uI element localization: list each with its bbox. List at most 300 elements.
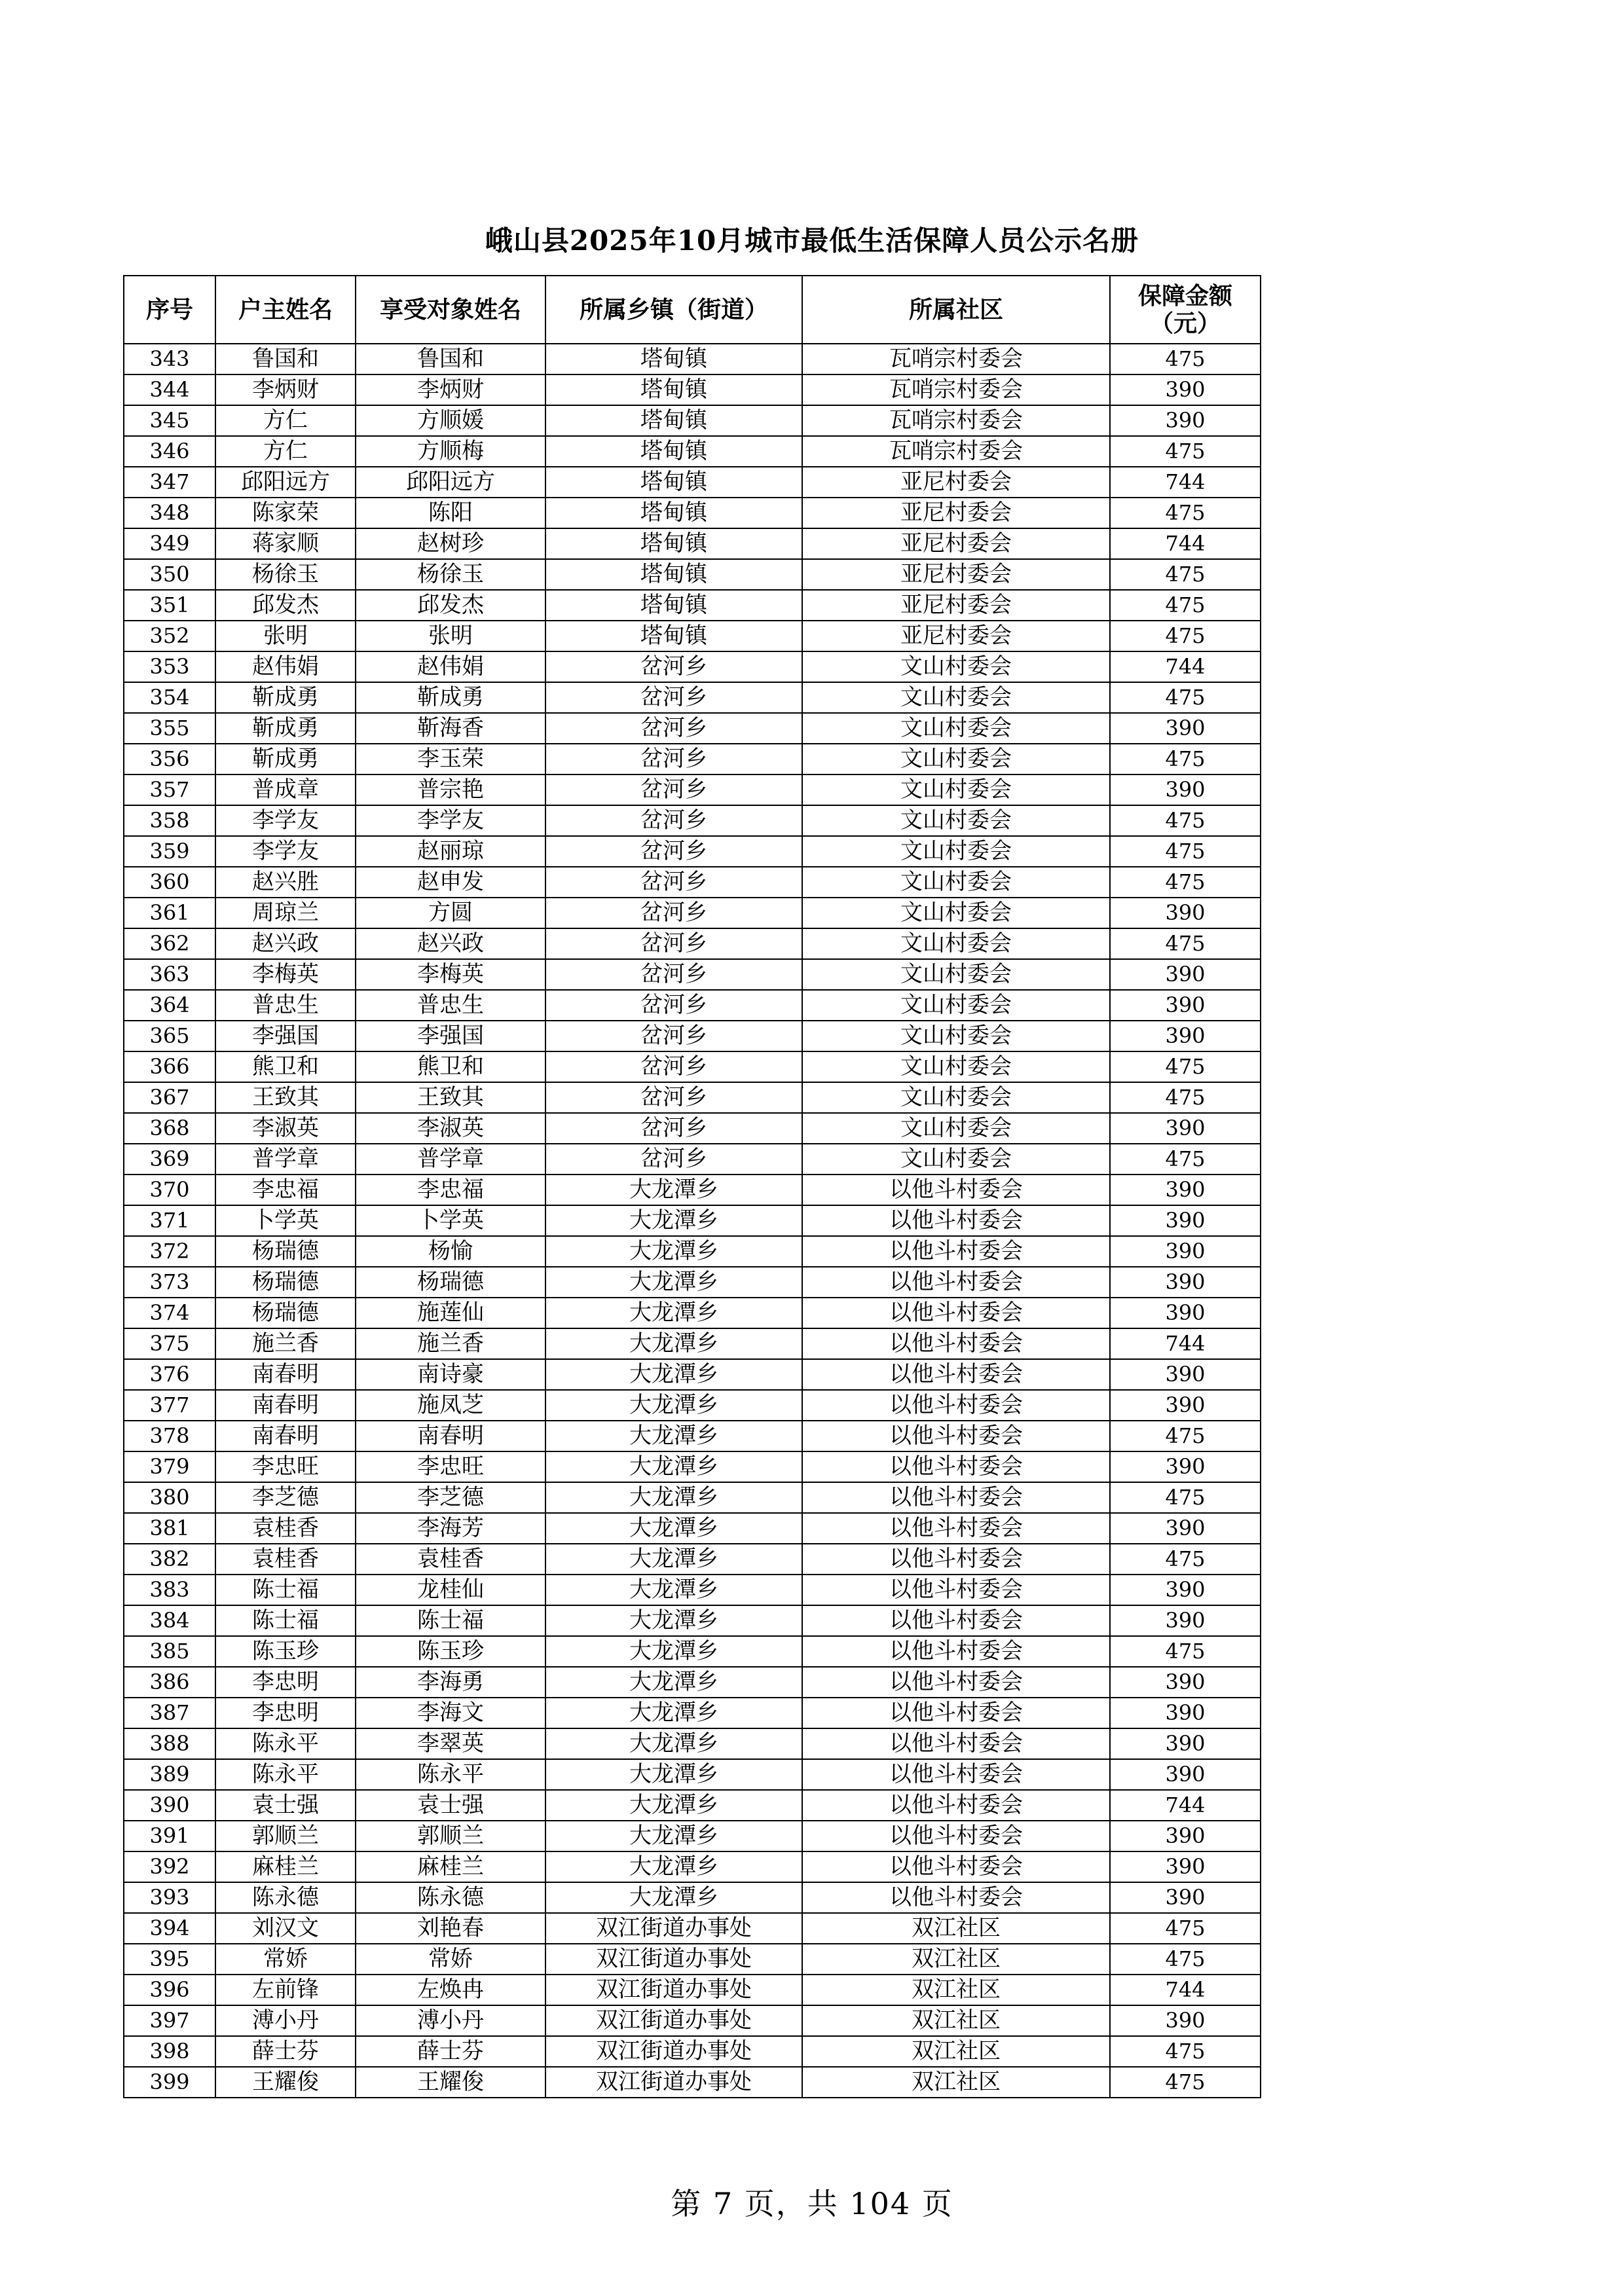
cell-beneficiary: 陈永平 <box>356 1759 545 1790</box>
cell-township: 塔甸镇 <box>545 405 802 436</box>
table-row <box>124 1021 1261 1051</box>
cell-amount: 390 <box>1110 405 1261 436</box>
cell-amount: 390 <box>1110 1821 1261 1851</box>
cell-index: 345 <box>124 405 215 436</box>
cell-community: 以他斗村委会 <box>802 1759 1110 1790</box>
cell-index: 363 <box>124 959 215 990</box>
cell-community: 以他斗村委会 <box>802 1636 1110 1667</box>
cell-amount: 475 <box>1110 1544 1261 1575</box>
cell-amount: 744 <box>1110 528 1261 559</box>
cell-householder: 李强国 <box>215 1021 356 1051</box>
cell-beneficiary: 邱阳远方 <box>356 467 545 498</box>
cell-householder: 李学友 <box>215 836 356 867</box>
cell-householder: 王耀俊 <box>215 2067 356 2098</box>
cell-beneficiary: 普忠生 <box>356 990 545 1021</box>
cell-community: 亚尼村委会 <box>802 621 1110 651</box>
cell-index: 396 <box>124 1975 215 2005</box>
cell-householder: 左前锋 <box>215 1975 356 2005</box>
cell-householder: 方仁 <box>215 405 356 436</box>
cell-index: 395 <box>124 1944 215 1975</box>
cell-householder: 赵兴政 <box>215 928 356 959</box>
cell-index: 382 <box>124 1544 215 1575</box>
cell-index: 354 <box>124 682 215 713</box>
cell-township: 塔甸镇 <box>545 559 802 590</box>
cell-amount: 390 <box>1110 774 1261 805</box>
cell-community: 文山村委会 <box>802 928 1110 959</box>
table-row <box>124 651 1261 682</box>
cell-community: 双江社区 <box>802 1913 1110 1944</box>
table-row <box>124 1575 1261 1605</box>
cell-index: 356 <box>124 744 215 774</box>
cell-township: 双江街道办事处 <box>545 1913 802 1944</box>
cell-amount: 475 <box>1110 682 1261 713</box>
cell-beneficiary: 袁桂香 <box>356 1544 545 1575</box>
cell-amount: 390 <box>1110 1113 1261 1144</box>
cell-township: 大龙潭乡 <box>545 1575 802 1605</box>
table-row <box>124 1882 1261 1913</box>
cell-community: 文山村委会 <box>802 1021 1110 1051</box>
cell-community: 文山村委会 <box>802 682 1110 713</box>
cell-index: 380 <box>124 1482 215 1513</box>
cell-amount: 475 <box>1110 1482 1261 1513</box>
cell-amount: 390 <box>1110 1298 1261 1328</box>
cell-amount: 390 <box>1110 1236 1261 1267</box>
cell-township: 岔河乡 <box>545 774 802 805</box>
cell-beneficiary: 左焕冉 <box>356 1975 545 2005</box>
cell-township: 大龙潭乡 <box>545 1790 802 1821</box>
cell-beneficiary: 李海勇 <box>356 1667 545 1698</box>
table-row <box>124 2005 1261 2036</box>
cell-township: 大龙潭乡 <box>545 1851 802 1882</box>
cell-index: 357 <box>124 774 215 805</box>
cell-householder: 刘汉文 <box>215 1913 356 1944</box>
cell-community: 文山村委会 <box>802 1051 1110 1082</box>
table-row <box>124 1421 1261 1451</box>
cell-householder: 陈家荣 <box>215 498 356 528</box>
cell-township: 塔甸镇 <box>545 344 802 374</box>
cell-beneficiary: 杨瑞德 <box>356 1267 545 1298</box>
cell-township: 岔河乡 <box>545 928 802 959</box>
cell-householder: 南春明 <box>215 1421 356 1451</box>
table-row <box>124 1328 1261 1359</box>
cell-community: 以他斗村委会 <box>802 1298 1110 1328</box>
cell-householder: 郭顺兰 <box>215 1821 356 1851</box>
cell-amount: 475 <box>1110 928 1261 959</box>
cell-householder: 卜学英 <box>215 1205 356 1236</box>
cell-community: 以他斗村委会 <box>802 1728 1110 1759</box>
table-row <box>124 374 1261 405</box>
cell-index: 398 <box>124 2036 215 2067</box>
table-row <box>124 805 1261 836</box>
cell-householder: 靳成勇 <box>215 744 356 774</box>
cell-township: 岔河乡 <box>545 744 802 774</box>
cell-community: 双江社区 <box>802 2067 1110 2098</box>
table-row <box>124 1205 1261 1236</box>
cell-index: 366 <box>124 1051 215 1082</box>
cell-community: 以他斗村委会 <box>802 1821 1110 1851</box>
table-row <box>124 1144 1261 1175</box>
cell-index: 399 <box>124 2067 215 2098</box>
table-row <box>124 682 1261 713</box>
cell-beneficiary: 龙桂仙 <box>356 1575 545 1605</box>
cell-beneficiary: 李忠旺 <box>356 1451 545 1482</box>
cell-township: 岔河乡 <box>545 1113 802 1144</box>
cell-beneficiary: 赵丽琼 <box>356 836 545 867</box>
cell-index: 343 <box>124 344 215 374</box>
cell-beneficiary: 李忠福 <box>356 1175 545 1205</box>
cell-householder: 赵兴胜 <box>215 867 356 898</box>
cell-amount: 475 <box>1110 1913 1261 1944</box>
cell-community: 文山村委会 <box>802 805 1110 836</box>
cell-householder: 李炳财 <box>215 374 356 405</box>
cell-householder: 周琼兰 <box>215 898 356 928</box>
cell-amount: 390 <box>1110 1605 1261 1636</box>
cell-community: 亚尼村委会 <box>802 528 1110 559</box>
cell-amount: 390 <box>1110 1667 1261 1698</box>
cell-index: 388 <box>124 1728 215 1759</box>
cell-beneficiary: 方圆 <box>356 898 545 928</box>
cell-householder: 方仁 <box>215 436 356 467</box>
cell-householder: 李忠福 <box>215 1175 356 1205</box>
cell-index: 378 <box>124 1421 215 1451</box>
cell-beneficiary: 杨愉 <box>356 1236 545 1267</box>
cell-beneficiary: 赵伟娟 <box>356 651 545 682</box>
table-row <box>124 590 1261 621</box>
cell-township: 岔河乡 <box>545 867 802 898</box>
cell-beneficiary: 南诗豪 <box>356 1359 545 1390</box>
cell-community: 文山村委会 <box>802 1082 1110 1113</box>
cell-index: 359 <box>124 836 215 867</box>
table-row <box>124 1051 1261 1082</box>
cell-beneficiary: 南春明 <box>356 1421 545 1451</box>
cell-index: 348 <box>124 498 215 528</box>
cell-community: 双江社区 <box>802 2036 1110 2067</box>
cell-index: 397 <box>124 2005 215 2036</box>
cell-index: 369 <box>124 1144 215 1175</box>
cell-beneficiary: 赵申发 <box>356 867 545 898</box>
cell-index: 350 <box>124 559 215 590</box>
cell-amount: 390 <box>1110 1267 1261 1298</box>
cell-index: 389 <box>124 1759 215 1790</box>
cell-householder: 邱阳远方 <box>215 467 356 498</box>
table-row <box>124 1544 1261 1575</box>
header-beneficiary: 享受对象姓名 <box>356 276 545 344</box>
cell-index: 365 <box>124 1021 215 1051</box>
header-township: 所属乡镇（街道） <box>545 276 802 344</box>
cell-community: 双江社区 <box>802 1944 1110 1975</box>
page-footer: 第 7 页，共 104 页 <box>671 2186 953 2221</box>
cell-index: 367 <box>124 1082 215 1113</box>
cell-beneficiary: 靳海香 <box>356 713 545 744</box>
cell-amount: 475 <box>1110 2067 1261 2098</box>
cell-householder: 李淑英 <box>215 1113 356 1144</box>
cell-beneficiary: 杨徐玉 <box>356 559 545 590</box>
cell-community: 瓦哨宗村委会 <box>802 405 1110 436</box>
cell-township: 塔甸镇 <box>545 498 802 528</box>
cell-index: 361 <box>124 898 215 928</box>
cell-community: 瓦哨宗村委会 <box>802 436 1110 467</box>
cell-householder: 袁桂香 <box>215 1513 356 1544</box>
cell-householder: 李学友 <box>215 805 356 836</box>
cell-householder: 李芝德 <box>215 1482 356 1513</box>
cell-amount: 475 <box>1110 590 1261 621</box>
cell-township: 大龙潭乡 <box>545 1451 802 1482</box>
cell-amount: 475 <box>1110 867 1261 898</box>
cell-beneficiary: 施凤芝 <box>356 1390 545 1421</box>
table-row <box>124 836 1261 867</box>
cell-index: 360 <box>124 867 215 898</box>
cell-beneficiary: 薛士芬 <box>356 2036 545 2067</box>
table-row <box>124 774 1261 805</box>
cell-beneficiary: 李海文 <box>356 1698 545 1728</box>
table-row <box>124 2036 1261 2067</box>
cell-index: 393 <box>124 1882 215 1913</box>
cell-householder: 杨瑞德 <box>215 1236 356 1267</box>
cell-beneficiary: 袁士强 <box>356 1790 545 1821</box>
cell-beneficiary: 郭顺兰 <box>356 1821 545 1851</box>
cell-township: 大龙潭乡 <box>545 1175 802 1205</box>
header-community: 所属社区 <box>802 276 1110 344</box>
cell-township: 岔河乡 <box>545 1144 802 1175</box>
cell-beneficiary: 卜学英 <box>356 1205 545 1236</box>
cell-index: 352 <box>124 621 215 651</box>
cell-index: 358 <box>124 805 215 836</box>
cell-householder: 赵伟娟 <box>215 651 356 682</box>
cell-township: 大龙潭乡 <box>545 1513 802 1544</box>
cell-amount: 744 <box>1110 1328 1261 1359</box>
cell-beneficiary: 常娇 <box>356 1944 545 1975</box>
table-row <box>124 436 1261 467</box>
cell-township: 大龙潭乡 <box>545 1298 802 1328</box>
cell-amount: 390 <box>1110 1575 1261 1605</box>
cell-amount: 475 <box>1110 1051 1261 1082</box>
table-row <box>124 1636 1261 1667</box>
cell-beneficiary: 熊卫和 <box>356 1051 545 1082</box>
cell-amount: 475 <box>1110 559 1261 590</box>
cell-township: 岔河乡 <box>545 836 802 867</box>
cell-township: 大龙潭乡 <box>545 1882 802 1913</box>
cell-beneficiary: 李芝德 <box>356 1482 545 1513</box>
cell-community: 文山村委会 <box>802 713 1110 744</box>
header-amount: 保障金额（元） <box>1110 276 1261 344</box>
cell-householder: 普学章 <box>215 1144 356 1175</box>
cell-township: 大龙潭乡 <box>545 1667 802 1698</box>
cell-householder: 李忠明 <box>215 1667 356 1698</box>
cell-index: 384 <box>124 1605 215 1636</box>
cell-amount: 390 <box>1110 959 1261 990</box>
cell-community: 以他斗村委会 <box>802 1851 1110 1882</box>
cell-township: 塔甸镇 <box>545 436 802 467</box>
cell-householder: 陈永德 <box>215 1882 356 1913</box>
table-row <box>124 498 1261 528</box>
cell-householder: 张明 <box>215 621 356 651</box>
cell-householder: 陈士福 <box>215 1575 356 1605</box>
cell-beneficiary: 李玉荣 <box>356 744 545 774</box>
table-row <box>124 1451 1261 1482</box>
table-row <box>124 2067 1261 2098</box>
cell-township: 大龙潭乡 <box>545 1728 802 1759</box>
cell-householder: 普忠生 <box>215 990 356 1021</box>
cell-index: 370 <box>124 1175 215 1205</box>
cell-householder: 陈永平 <box>215 1728 356 1759</box>
cell-householder: 麻桂兰 <box>215 1851 356 1882</box>
cell-township: 大龙潭乡 <box>545 1236 802 1267</box>
cell-amount: 390 <box>1110 1698 1261 1728</box>
cell-township: 大龙潭乡 <box>545 1821 802 1851</box>
table-row <box>124 1513 1261 1544</box>
cell-householder: 杨瑞德 <box>215 1298 356 1328</box>
cell-index: 364 <box>124 990 215 1021</box>
cell-amount: 390 <box>1110 713 1261 744</box>
cell-township: 岔河乡 <box>545 898 802 928</box>
cell-householder: 杨瑞德 <box>215 1267 356 1298</box>
cell-community: 文山村委会 <box>802 774 1110 805</box>
table-row <box>124 1082 1261 1113</box>
cell-amount: 390 <box>1110 1851 1261 1882</box>
cell-index: 390 <box>124 1790 215 1821</box>
cell-amount: 390 <box>1110 2005 1261 2036</box>
cell-township: 双江街道办事处 <box>545 2005 802 2036</box>
cell-amount: 744 <box>1110 467 1261 498</box>
table-row <box>124 1267 1261 1298</box>
cell-amount: 475 <box>1110 744 1261 774</box>
cell-amount: 390 <box>1110 1728 1261 1759</box>
cell-index: 374 <box>124 1298 215 1328</box>
cell-amount: 475 <box>1110 1144 1261 1175</box>
cell-amount: 475 <box>1110 1636 1261 1667</box>
cell-amount: 475 <box>1110 498 1261 528</box>
cell-householder: 李忠明 <box>215 1698 356 1728</box>
cell-householder: 常娇 <box>215 1944 356 1975</box>
cell-beneficiary: 陈士福 <box>356 1605 545 1636</box>
cell-community: 以他斗村委会 <box>802 1513 1110 1544</box>
table-row <box>124 713 1261 744</box>
cell-amount: 390 <box>1110 990 1261 1021</box>
cell-index: 379 <box>124 1451 215 1482</box>
table-row <box>124 1175 1261 1205</box>
cell-index: 368 <box>124 1113 215 1144</box>
cell-householder: 南春明 <box>215 1359 356 1390</box>
cell-amount: 475 <box>1110 1421 1261 1451</box>
cell-community: 以他斗村委会 <box>802 1359 1110 1390</box>
table-row <box>124 1759 1261 1790</box>
cell-beneficiary: 普宗艳 <box>356 774 545 805</box>
cell-index: 385 <box>124 1636 215 1667</box>
cell-community: 以他斗村委会 <box>802 1544 1110 1575</box>
cell-householder: 袁桂香 <box>215 1544 356 1575</box>
cell-beneficiary: 施莲仙 <box>356 1298 545 1328</box>
cell-township: 双江街道办事处 <box>545 2036 802 2067</box>
cell-township: 大龙潭乡 <box>545 1759 802 1790</box>
cell-householder: 王致其 <box>215 1082 356 1113</box>
cell-householder: 施兰香 <box>215 1328 356 1359</box>
table-row <box>124 1482 1261 1513</box>
cell-beneficiary: 李强国 <box>356 1021 545 1051</box>
table-header-row <box>124 276 1261 344</box>
cell-community: 文山村委会 <box>802 959 1110 990</box>
cell-township: 大龙潭乡 <box>545 1605 802 1636</box>
cell-householder: 薛士芬 <box>215 2036 356 2067</box>
cell-community: 文山村委会 <box>802 1113 1110 1144</box>
cell-community: 以他斗村委会 <box>802 1482 1110 1513</box>
cell-township: 岔河乡 <box>545 651 802 682</box>
cell-township: 大龙潭乡 <box>545 1328 802 1359</box>
cell-beneficiary: 方顺梅 <box>356 436 545 467</box>
table-row <box>124 1698 1261 1728</box>
cell-householder: 鲁国和 <box>215 344 356 374</box>
cell-index: 394 <box>124 1913 215 1944</box>
cell-community: 瓦哨宗村委会 <box>802 344 1110 374</box>
cell-community: 文山村委会 <box>802 836 1110 867</box>
cell-amount: 475 <box>1110 1944 1261 1975</box>
cell-householder: 溥小丹 <box>215 2005 356 2036</box>
table-row <box>124 559 1261 590</box>
cell-amount: 390 <box>1110 1205 1261 1236</box>
cell-township: 岔河乡 <box>545 1051 802 1082</box>
cell-beneficiary: 麻桂兰 <box>356 1851 545 1882</box>
cell-township: 岔河乡 <box>545 805 802 836</box>
cell-beneficiary: 陈阳 <box>356 498 545 528</box>
table-row <box>124 990 1261 1021</box>
cell-township: 大龙潭乡 <box>545 1698 802 1728</box>
table-row <box>124 959 1261 990</box>
cell-index: 351 <box>124 590 215 621</box>
cell-householder: 普成章 <box>215 774 356 805</box>
cell-community: 以他斗村委会 <box>802 1236 1110 1267</box>
cell-community: 文山村委会 <box>802 990 1110 1021</box>
cell-amount: 475 <box>1110 621 1261 651</box>
cell-community: 亚尼村委会 <box>802 467 1110 498</box>
cell-index: 387 <box>124 1698 215 1728</box>
cell-householder: 陈士福 <box>215 1605 356 1636</box>
cell-community: 亚尼村委会 <box>802 590 1110 621</box>
cell-beneficiary: 李翠英 <box>356 1728 545 1759</box>
cell-index: 346 <box>124 436 215 467</box>
cell-amount: 390 <box>1110 374 1261 405</box>
cell-township: 大龙潭乡 <box>545 1636 802 1667</box>
cell-householder: 熊卫和 <box>215 1051 356 1082</box>
cell-community: 亚尼村委会 <box>802 559 1110 590</box>
table-row <box>124 405 1261 436</box>
cell-township: 岔河乡 <box>545 1021 802 1051</box>
cell-township: 大龙潭乡 <box>545 1421 802 1451</box>
cell-township: 大龙潭乡 <box>545 1544 802 1575</box>
cell-township: 岔河乡 <box>545 990 802 1021</box>
cell-community: 文山村委会 <box>802 744 1110 774</box>
header-index: 序号 <box>124 276 215 344</box>
cell-community: 文山村委会 <box>802 651 1110 682</box>
cell-householder: 南春明 <box>215 1390 356 1421</box>
table-row <box>124 1790 1261 1821</box>
cell-index: 386 <box>124 1667 215 1698</box>
cell-householder: 李忠旺 <box>215 1451 356 1482</box>
cell-index: 392 <box>124 1851 215 1882</box>
cell-householder: 邱发杰 <box>215 590 356 621</box>
cell-beneficiary: 普学章 <box>356 1144 545 1175</box>
cell-township: 双江街道办事处 <box>545 1975 802 2005</box>
cell-beneficiary: 刘艳春 <box>356 1913 545 1944</box>
cell-beneficiary: 赵兴政 <box>356 928 545 959</box>
cell-township: 塔甸镇 <box>545 590 802 621</box>
cell-index: 373 <box>124 1267 215 1298</box>
cell-index: 344 <box>124 374 215 405</box>
page-title: 峨山县2025年10月城市最低生活保障人员公示名册 <box>485 225 1139 257</box>
cell-amount: 390 <box>1110 1390 1261 1421</box>
cell-beneficiary: 鲁国和 <box>356 344 545 374</box>
cell-index: 355 <box>124 713 215 744</box>
table-row <box>124 1821 1261 1851</box>
cell-township: 岔河乡 <box>545 713 802 744</box>
